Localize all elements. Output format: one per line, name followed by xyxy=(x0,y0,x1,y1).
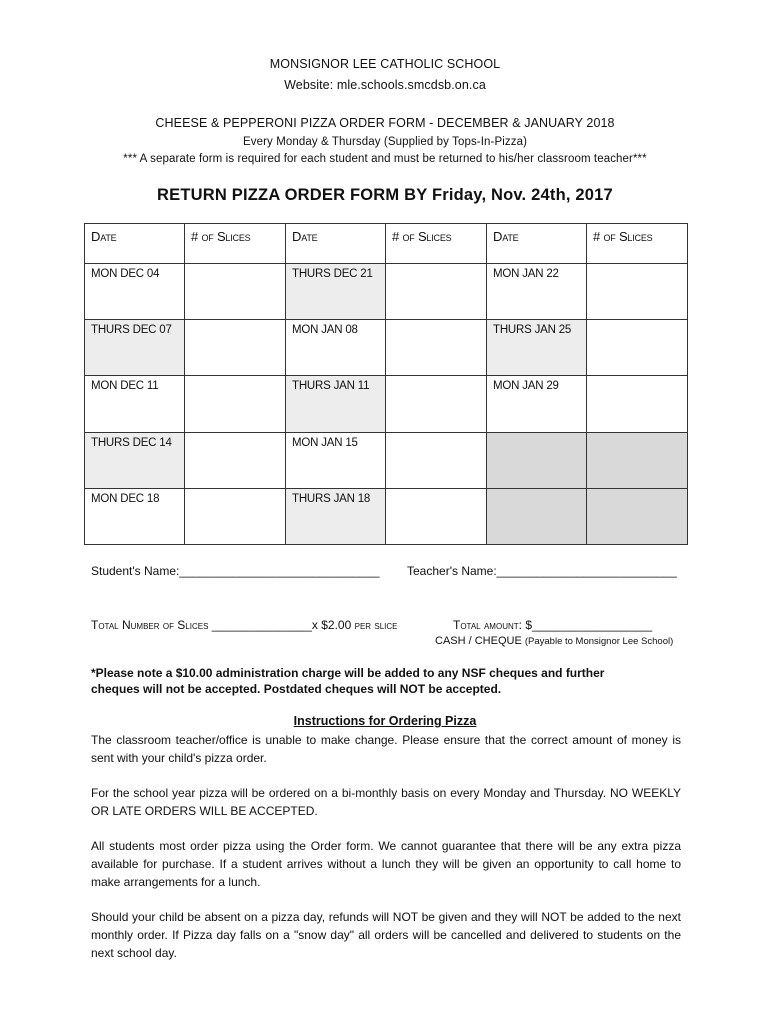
payment-method xyxy=(435,635,673,647)
table-row xyxy=(85,432,688,488)
col-header-date: Date xyxy=(85,224,185,264)
table-row xyxy=(85,488,688,544)
date-cell: THURS DEC 14 xyxy=(85,432,185,488)
order-table xyxy=(84,223,688,545)
date-cell: THURS DEC 21 xyxy=(286,264,386,320)
return-notice: *** A separate form is required for each student and must be returned to his/her classroom teacher*** xyxy=(123,153,647,165)
total-amount-blank: $__________________ xyxy=(525,618,653,632)
nsf-note: *Please note a $10.00 administration charge will be added to any NSF cheques and further cheques will not be accepted. Postdated cheques will NOT be accepted. xyxy=(91,666,605,696)
total-amount-label: Total amount: xyxy=(453,618,522,632)
date-cell: THURS DEC 07 xyxy=(85,320,185,376)
col-header-slices: # of Slices xyxy=(185,224,286,264)
date-cell: MON JAN 15 xyxy=(286,432,386,488)
col-header-slices: # of Slices xyxy=(587,224,688,264)
col-header-date: Date xyxy=(286,224,386,264)
slices-cell[interactable] xyxy=(386,488,487,544)
empty-cell xyxy=(487,432,587,488)
instruction-paragraph: All students most order pizza using the Order form. We cannot guarantee that there will be any extra pizza available for purchase. If a student arrives without a lunch they will be given an opportunity to call home to make arrangements for a lunch. xyxy=(91,839,681,889)
instruction-paragraph: For the school year pizza will be ordered on a bi-monthly basis on every Monday and Thursday. NO WEEKLY OR LATE ORDERS WILL BE ACCEPTED. xyxy=(91,786,681,818)
date-cell: MON DEC 11 xyxy=(85,376,185,432)
slices-cell[interactable] xyxy=(185,376,286,432)
per-slice-label: per slice xyxy=(354,618,398,632)
school-website: Website: mle.schools.smcdsb.on.ca xyxy=(284,78,486,92)
date-cell: MON DEC 04 xyxy=(85,264,185,320)
slices-cell[interactable] xyxy=(386,432,487,488)
table-row xyxy=(85,376,688,432)
deadline-heading: RETURN PIZZA ORDER FORM BY Friday, Nov. 24th, 2017 xyxy=(157,186,613,204)
empty-cell xyxy=(587,488,688,544)
teacher-name-field[interactable]: Teacher's Name:___________________________ xyxy=(407,564,677,578)
empty-cell xyxy=(487,488,587,544)
schedule-line: Every Monday & Thursday (Supplied by Tops-In-Pizza) xyxy=(243,136,527,148)
table-row xyxy=(85,264,688,320)
slices-cell[interactable] xyxy=(587,320,688,376)
school-name: MONSIGNOR LEE CATHOLIC SCHOOL xyxy=(269,57,501,71)
date-cell: MON DEC 18 xyxy=(85,488,185,544)
total-slices-field[interactable] xyxy=(91,618,398,632)
col-header-date: Date xyxy=(487,224,587,264)
date-cell: THURS JAN 18 xyxy=(286,488,386,544)
slices-cell[interactable] xyxy=(386,376,487,432)
slices-cell[interactable] xyxy=(386,264,487,320)
form-title: CHEESE & PEPPERONI PIZZA ORDER FORM - DECEMBER & JANUARY 2018 xyxy=(155,116,615,130)
instruction-paragraph: Should your child be absent on a pizza day, refunds will NOT be given and they will NOT be added to the next monthly order. If Pizza day falls on a "snow day" all orders will be cancelled and delivered to students on the next school day. xyxy=(91,910,681,960)
table-header-row xyxy=(85,224,688,264)
date-cell: MON JAN 29 xyxy=(487,376,587,432)
slices-cell[interactable] xyxy=(587,376,688,432)
payment-options: CASH / CHEQUE xyxy=(435,635,522,647)
table-row xyxy=(85,320,688,376)
empty-cell xyxy=(587,432,688,488)
slices-cell[interactable] xyxy=(185,488,286,544)
instructions-title: Instructions for Ordering Pizza xyxy=(293,714,477,728)
total-amount-field[interactable] xyxy=(453,618,652,632)
student-name-field[interactable]: Student's Name:______________________________ xyxy=(91,564,380,578)
slices-cell[interactable] xyxy=(185,320,286,376)
date-cell: MON JAN 08 xyxy=(286,320,386,376)
total-slices-blank: _______________x $2.00 xyxy=(211,618,352,632)
col-header-slices: # of Slices xyxy=(386,224,487,264)
slices-cell[interactable] xyxy=(185,432,286,488)
slices-cell[interactable] xyxy=(185,264,286,320)
instruction-paragraph: The classroom teacher/office is unable to make change. Please ensure that the correct amount of money is sent with your child's pizza order. xyxy=(91,733,681,765)
total-slices-label: Total Number of Slices xyxy=(91,618,209,632)
slices-cell[interactable] xyxy=(587,264,688,320)
date-cell: MON JAN 22 xyxy=(487,264,587,320)
date-cell: THURS JAN 25 xyxy=(487,320,587,376)
payable-to: (Payable to Monsignor Lee School) xyxy=(524,636,674,647)
date-cell: THURS JAN 11 xyxy=(286,376,386,432)
slices-cell[interactable] xyxy=(386,320,487,376)
